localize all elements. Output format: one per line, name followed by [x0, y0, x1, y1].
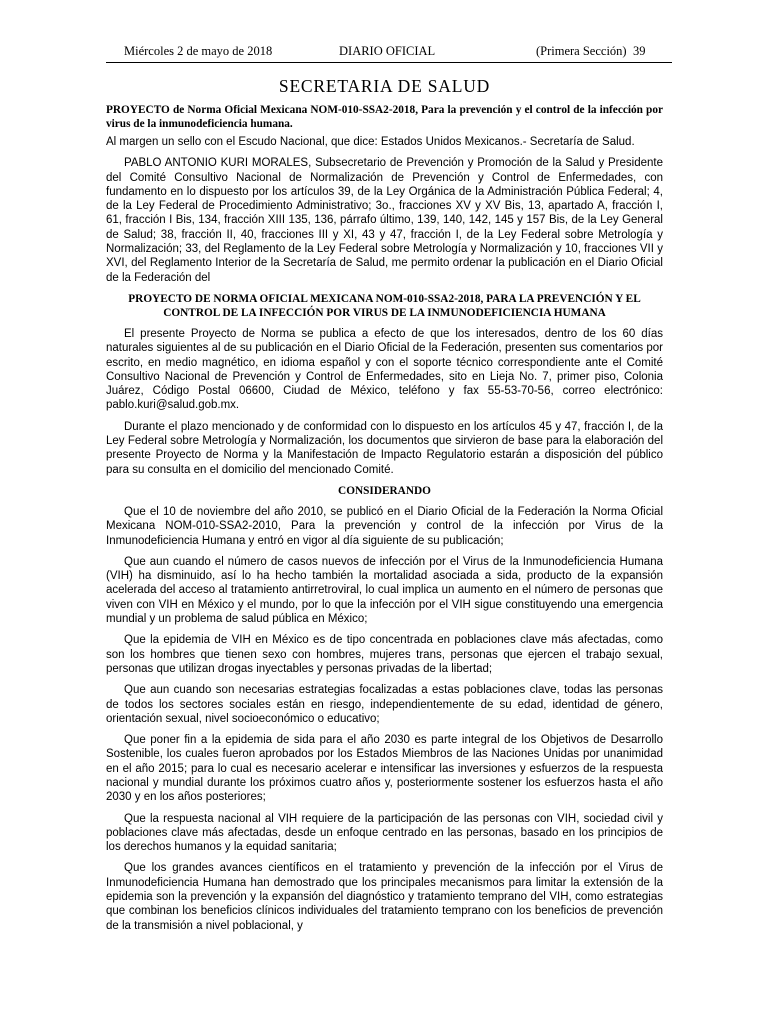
considerando-paragraph: Que los grandes avances científicos en el tratamiento y prevención de la infección por el Virus de Inmunodeficiencia Humana han demostrado que los principales mecanismos para limitar la extensión de la epidemia son la prevención y la expansión del diagnóstico y tratamiento temprano del VIH, como estrategias que combinan los beneficios clínicos individuales del tratamiento temprano con los beneficios de prevención de la transmisión a nivel poblacional, y — [106, 862, 663, 932]
signatory-paragraph: PABLO ANTONIO KURI MORALES, Subsecretario de Prevención y Promoción de la Salud y Presidente del Comité Consultivo Nacional de Normalización de Prevención y Control de Enfermedades, con fundamento en lo dispuesto por los artículos 39, de la Ley Orgánica de la Administración Pública Federal; 4, de la Ley Federal de Procedimiento Administrativo; 3o., fracciones XV y XV Bis, 13, apartado A, fracción I, 61, fracción I Bis, 134, fracción XIII 135, 136, párrafo último, 139, 140, 142, 145 y 157 Bis, de la Ley General de Salud; 38, fracción II, 40, fracciones III y XI, 43 y 47, fracción I, de la Ley Federal sobre Metrología y Normalización; 33, del Reglamento de la Ley Federal sobre Metrología y Normalización y 10, fracciones VII y XVI, del Reglamento Interior de la Secretaría de Salud, me permito ordenar la publicación en el Diario Oficial de la Federación del — [106, 157, 663, 284]
decree-lead-title: PROYECTO de Norma Oficial Mexicana NOM-010-SSA2-2018, Para la prevención y el control de la infección por virus de la inmunodeficiencia humana. — [106, 104, 663, 130]
header-section: (Primera Sección) — [536, 44, 627, 58]
project-title: PROYECTO DE NORMA OFICIAL MEXICANA NOM-010-SSA2-2018, PARA LA PREVENCIÓN Y EL CONTROL DE LA INFECCIÓN POR VIRUS DE LA INMUNODEFICIENCIA HUMANA — [128, 292, 641, 319]
intro-paragraph: Durante el plazo mencionado y de conformidad con lo dispuesto en los artículos 45 y 47, fracción I, de la Ley Federal sobre Metrología y Normalización, los documentos que sirvieron de base para la elaboración del presente Proyecto de Norma y la Manifestación de Impacto Regulatorio estarán a disposición del público para su consulta en el domicilio del mencionado Comité. — [106, 420, 663, 476]
considerando-paragraph: Que poner fin a la epidemia de sida para el año 2030 es parte integral de los Objetivos de Desarrollo Sostenible, los cuales fueron aprobados por los Estados Miembros de las Naciones Unidas por unanimidad en el año 2015; para lo cual es necesario acelerar e intensificar las inversiones y esfuerzos de la respuesta nacional y mundial durante los próximos cuatro años y, posteriormente sostener los esfuerzos hasta el año 2030 y en los años posteriores; — [106, 734, 663, 804]
considerando-paragraph: Que aun cuando el número de casos nuevos de infección por el Virus de la Inmunodeficiencia Humana (VIH) ha disminuido, así lo ha hecho también la mortalidad asociada a sida, producto de la expansión acelerada del acceso al tratamiento antirretroviral, lo cual implica un aumento en el número de personas que viven con VIH en México y el mundo, por lo que la infección por el VIH sigue constituyendo una emergencia mundial y un problema de salud pública en México; — [106, 555, 663, 626]
header-date: Miércoles 2 de mayo de 2018 — [124, 44, 273, 58]
intro-paragraph: El presente Proyecto de Norma se publica a efecto de que los interesados, dentro de los 60 días naturales siguientes al de su publicación en el Diario Oficial de la Federación, presenten sus comentarios por escrito, en medio magnético, en idioma español y con el soporte técnico correspondiente ante el Comité Consultivo Nacional de Prevención y Control de Enfermedades, sito en Lieja No. 7, primer piso, Colonia Juárez, Código Postal 06600, Ciudad de México, teléfono y fax 55-53-70-56, correo electrónico: pablo.kuri@salud.gob.mx. — [106, 327, 663, 412]
header-publication: DIARIO OFICIAL — [339, 44, 436, 58]
considerando-paragraph: Que el 10 de noviembre del año 2010, se publicó en el Diario Oficial de la Federación la Norma Oficial Mexicana NOM-010-SSA2-2010, Para la prevención y control de la infección por Virus de la Inmunodeficiencia Humana y entró en vigor al día siguiente de su publicación; — [106, 505, 663, 547]
considerando-heading: CONSIDERANDO — [338, 484, 431, 497]
considerando-paragraph: Que la epidemia de VIH en México es de tipo concentrada en poblaciones clave más afectadas, como son los hombres que tienen sexo con hombres, mujeres trans, personas que ejercen el trabajo sexual, personas que utilizan drogas inyectables y personas privadas de la libertad; — [106, 634, 663, 675]
considerando-paragraph: Que la respuesta nacional al VIH requiere de la participación de las personas con VIH, sociedad civil y poblaciones clave más afectadas, desde un enfoque centrado en las personas, basado en los principios de los derechos humanos y la equidad sanitaria; — [106, 812, 663, 854]
considerando-paragraph: Que aun cuando son necesarias estrategias focalizadas a estas poblaciones clave, todas las personas de todos los sectores sociales están en riesgo, independientemente de su edad, identidad de género, orientación sexual, nivel socioeconómico o educativo; — [106, 684, 663, 725]
document-body — [106, 76, 663, 940]
page-header — [106, 44, 672, 62]
header-divider — [106, 62, 672, 63]
agency-title: SECRETARIA DE SALUD — [278, 76, 491, 96]
header-page-number: 39 — [633, 44, 646, 58]
seal-note: Al margen un sello con el Escudo Nacional, que dice: Estados Unidos Mexicanos.- Secretaría de Salud. — [106, 136, 635, 148]
